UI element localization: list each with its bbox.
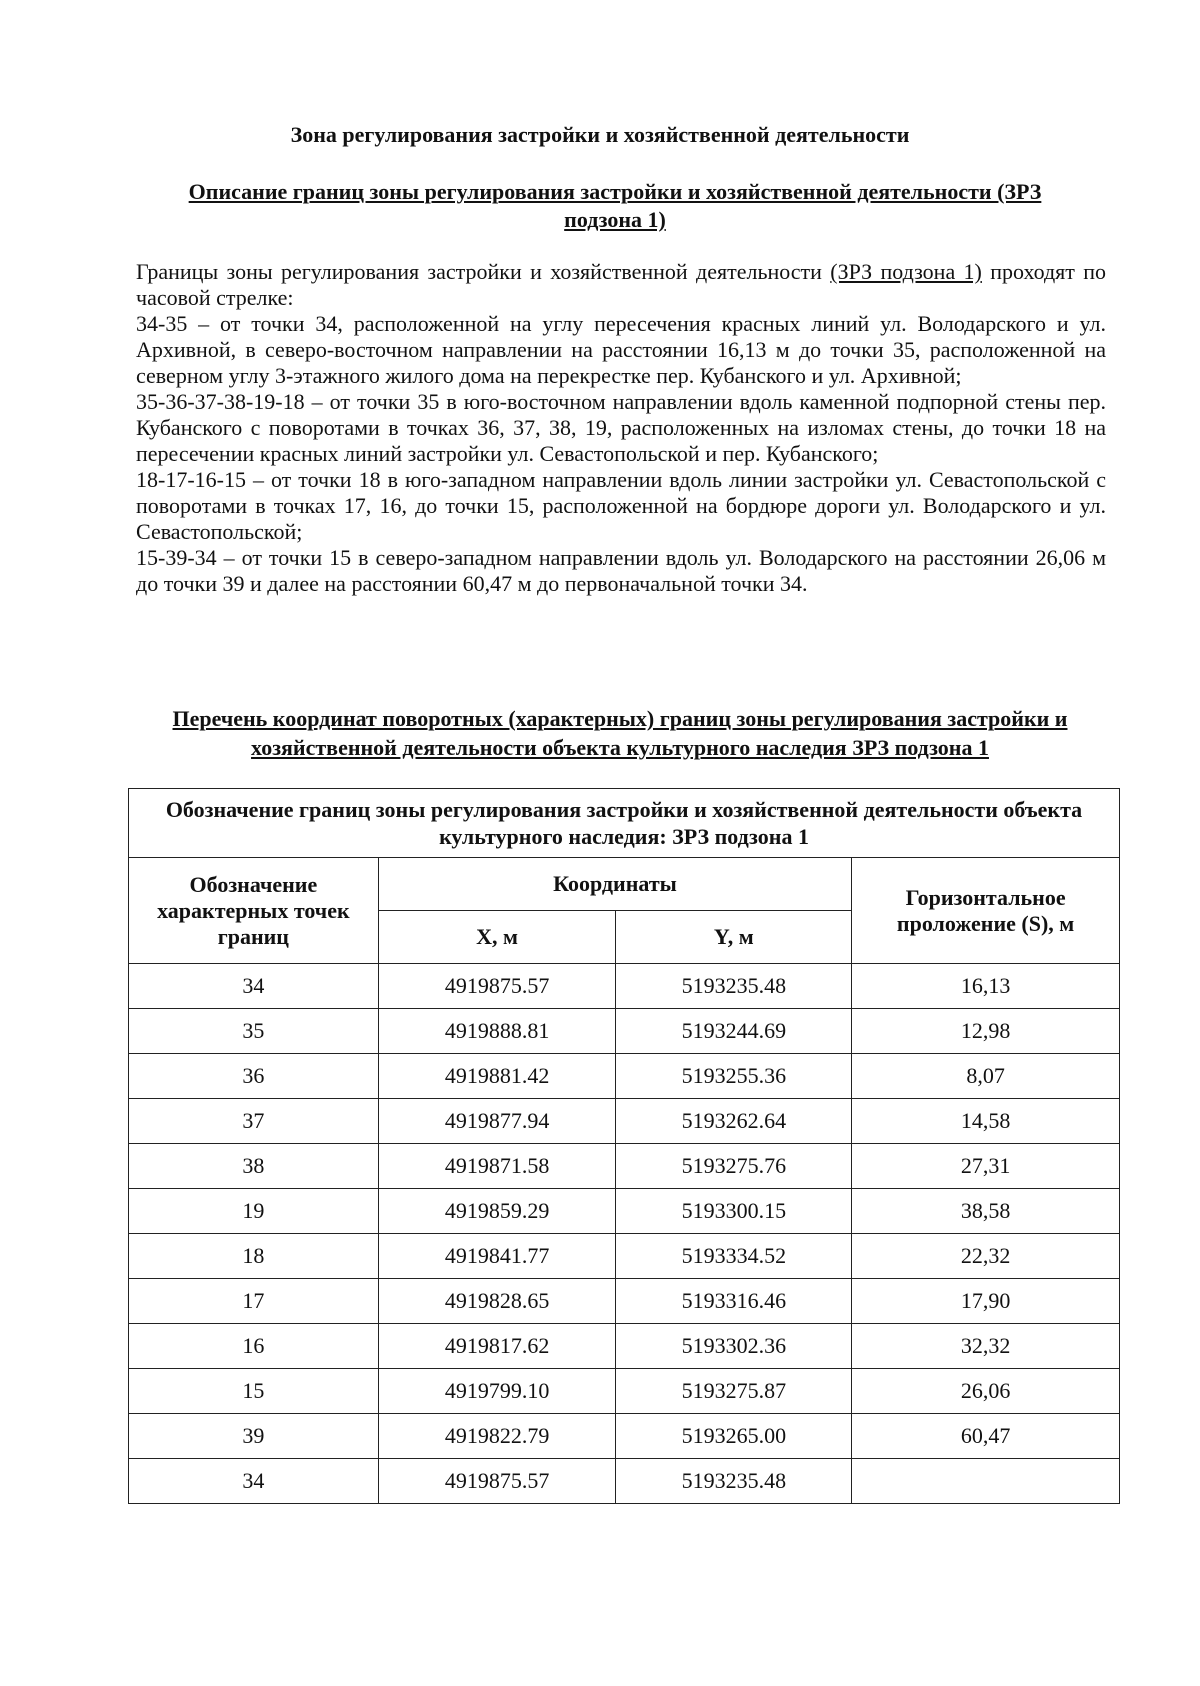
cell-x: 4919799.10 <box>378 1369 616 1414</box>
cell-point: 38 <box>129 1144 379 1189</box>
header-y: Y, м <box>616 911 852 964</box>
intro-tail: проходят по часовой стрелке: <box>136 259 1107 310</box>
cell-s <box>852 1459 1120 1504</box>
cell-y: 5193275.76 <box>616 1144 852 1189</box>
section-subtitle: Описание границ зоны регулирования застройки и хозяйственной деятельности (ЗРЗ подзона 1) <box>188 179 1042 232</box>
cell-point: 35 <box>129 1009 379 1054</box>
table-row <box>129 1144 1120 1189</box>
cell-y: 5193265.00 <box>616 1414 852 1459</box>
header-coordinates: Координаты <box>378 858 851 911</box>
cell-s: 17,90 <box>852 1279 1120 1324</box>
cell-point: 34 <box>129 964 379 1009</box>
cell-x: 4919871.58 <box>378 1144 616 1189</box>
cell-point: 18 <box>129 1234 379 1279</box>
cell-point: 34 <box>129 1459 379 1504</box>
table-row <box>129 1459 1120 1504</box>
table-row <box>129 1414 1120 1459</box>
segment-paragraph: 18-17-16-15 – от точки 18 в юго-западном направлении вдоль линии застройки ул. Севастопольской с поворотами в точках 17, 16, до точки 15, расположенной на бордюре дороги ул. Володарского и ул. Севастопольской; <box>136 467 1106 544</box>
cell-y: 5193235.48 <box>616 964 852 1009</box>
cell-y: 5193316.46 <box>616 1279 852 1324</box>
table-row <box>129 1234 1120 1279</box>
cell-y: 5193244.69 <box>616 1009 852 1054</box>
cell-x: 4919875.57 <box>378 964 616 1009</box>
cell-s: 38,58 <box>852 1189 1120 1234</box>
table-row <box>129 1324 1120 1369</box>
cell-point: 17 <box>129 1279 379 1324</box>
table-row <box>129 1189 1120 1234</box>
cell-y: 5193334.52 <box>616 1234 852 1279</box>
cell-s: 32,32 <box>852 1324 1120 1369</box>
cell-s: 26,06 <box>852 1369 1120 1414</box>
cell-x: 4919817.62 <box>378 1324 616 1369</box>
table-row <box>129 1099 1120 1144</box>
boundary-description <box>136 259 1106 597</box>
cell-y: 5193262.64 <box>616 1099 852 1144</box>
document-title: Зона регулирования застройки и хозяйственной деятельности <box>290 122 910 147</box>
coordinates-list-title: Перечень координат поворотных (характерных) границ зоны регулирования застройки и хозяйственной деятельности объекта культурного наследия ЗРЗ подзона 1 <box>172 706 1068 760</box>
cell-point: 37 <box>129 1099 379 1144</box>
table-caption: Обозначение границ зоны регулирования застройки и хозяйственной деятельности объекта культурного наследия: ЗРЗ подзона 1 <box>129 789 1120 858</box>
cell-s: 14,58 <box>852 1099 1120 1144</box>
coordinates-table <box>128 788 1120 1504</box>
cell-x: 4919888.81 <box>378 1009 616 1054</box>
cell-point: 36 <box>129 1054 379 1099</box>
cell-x: 4919822.79 <box>378 1414 616 1459</box>
cell-x: 4919841.77 <box>378 1234 616 1279</box>
cell-y: 5193302.36 <box>616 1324 852 1369</box>
cell-x: 4919828.65 <box>378 1279 616 1324</box>
cell-x: 4919859.29 <box>378 1189 616 1234</box>
segment-paragraph: 15-39-34 – от точки 15 в северо-западном направлении вдоль ул. Володарского на расстоянии 26,06 м до точки 39 и далее на расстоянии 60,47 м до первоначальной точки 34. <box>136 545 1106 596</box>
cell-point: 15 <box>129 1369 379 1414</box>
intro-paragraph <box>136 259 1106 311</box>
table-row <box>129 1369 1120 1414</box>
cell-y: 5193275.87 <box>616 1369 852 1414</box>
header-x: X, м <box>378 911 616 964</box>
table-row <box>129 964 1120 1009</box>
header-horizontal-distance: Горизонтальное проложение (S), м <box>852 858 1120 964</box>
intro-text: Границы зоны регулирования застройки и хозяйственной деятельности <box>136 259 822 284</box>
cell-s: 8,07 <box>852 1054 1120 1099</box>
header-point: Обозначение характерных точек границ <box>129 858 379 964</box>
cell-s: 12,98 <box>852 1009 1120 1054</box>
cell-s: 27,31 <box>852 1144 1120 1189</box>
table-row <box>129 1279 1120 1324</box>
cell-point: 16 <box>129 1324 379 1369</box>
cell-x: 4919881.42 <box>378 1054 616 1099</box>
cell-y: 5193235.48 <box>616 1459 852 1504</box>
intro-zone: (ЗРЗ подзона 1) <box>830 259 982 284</box>
segment-paragraph: 34-35 – от точки 34, расположенной на углу пересечения красных линий ул. Володарского и ул. Архивной, в северо-восточном направлении на расстоянии 16,13 м до точки 35, расположенной на северном углу 3-этажного жилого дома на перекрестке пер. Кубанского и ул. Архивной; <box>136 311 1106 388</box>
segment-paragraph: 35-36-37-38-19-18 – от точки 35 в юго-восточном направлении вдоль каменной подпорной стены пер. Кубанского с поворотами в точках 36, 37, 38, 19, расположенных на изломах стены, до точки 18 на пересечении красных линий застройки ул. Севастопольской и пер. Кубанского; <box>136 389 1106 466</box>
cell-x: 4919875.57 <box>378 1459 616 1504</box>
cell-s: 22,32 <box>852 1234 1120 1279</box>
table-row <box>129 1009 1120 1054</box>
cell-s: 16,13 <box>852 964 1120 1009</box>
cell-y: 5193255.36 <box>616 1054 852 1099</box>
cell-y: 5193300.15 <box>616 1189 852 1234</box>
table-body <box>129 964 1120 1504</box>
cell-point: 39 <box>129 1414 379 1459</box>
cell-x: 4919877.94 <box>378 1099 616 1144</box>
cell-s: 60,47 <box>852 1414 1120 1459</box>
table-row <box>129 1054 1120 1099</box>
cell-point: 19 <box>129 1189 379 1234</box>
